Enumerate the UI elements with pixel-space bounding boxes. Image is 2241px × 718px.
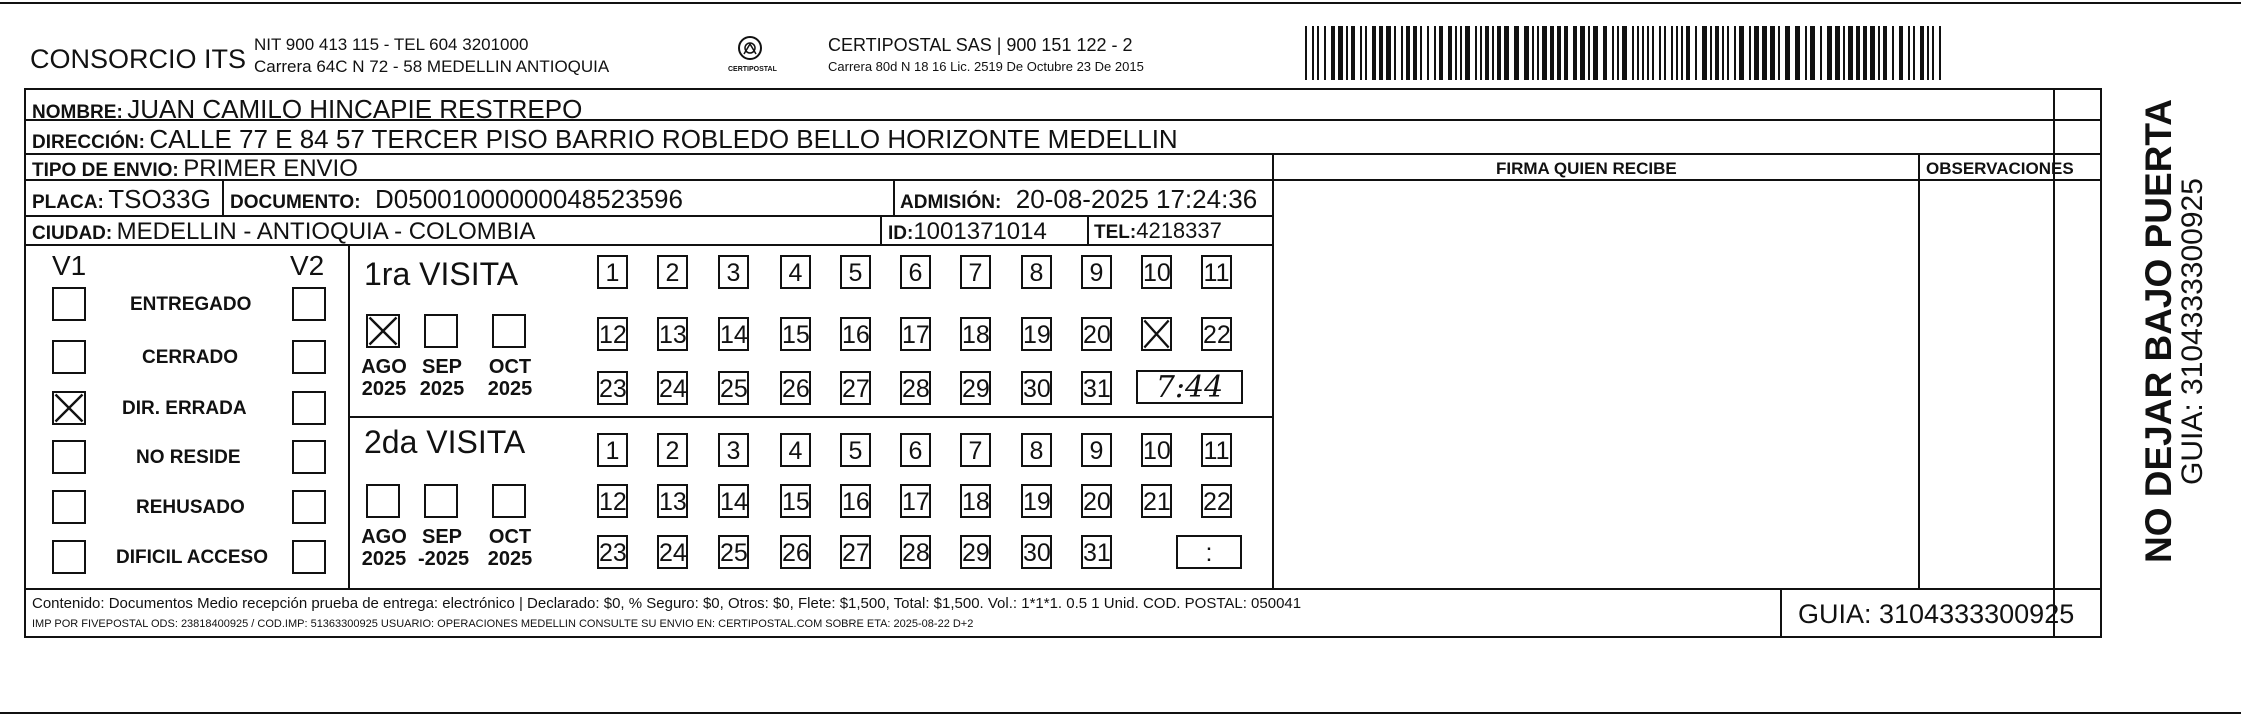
day-box[interactable] bbox=[718, 433, 749, 467]
v1-checkbox[interactable] bbox=[52, 391, 86, 425]
month-checkbox[interactable] bbox=[366, 314, 400, 348]
day-box[interactable] bbox=[780, 317, 811, 351]
certipostal-logo bbox=[728, 34, 777, 80]
day-box[interactable] bbox=[840, 535, 871, 569]
no-dejar-warning: NO DEJAR BAJO PUERTA bbox=[2138, 99, 2179, 563]
day-box[interactable] bbox=[840, 433, 871, 467]
day-box[interactable] bbox=[657, 371, 688, 405]
year-label: -2025 bbox=[418, 548, 470, 570]
v2-checkbox[interactable] bbox=[292, 287, 326, 321]
day-box[interactable] bbox=[960, 484, 991, 518]
day-number: 15 bbox=[782, 488, 810, 516]
v1-checkbox[interactable] bbox=[52, 287, 86, 321]
day-number: 14 bbox=[720, 321, 748, 349]
day-box[interactable] bbox=[597, 433, 628, 467]
day-box[interactable] bbox=[1021, 433, 1052, 467]
day-box[interactable] bbox=[657, 484, 688, 518]
day-box[interactable] bbox=[1141, 317, 1172, 351]
day-number: 22 bbox=[1203, 321, 1231, 349]
day-number: 5 bbox=[848, 437, 863, 465]
day-box[interactable] bbox=[1201, 484, 1232, 518]
day-box[interactable] bbox=[900, 535, 931, 569]
day-box[interactable] bbox=[1081, 433, 1112, 467]
day-number: 19 bbox=[1023, 488, 1051, 516]
day-number: 8 bbox=[1029, 259, 1044, 287]
day-number: 9 bbox=[1089, 437, 1104, 465]
day-number: 10 bbox=[1143, 259, 1171, 287]
year-label: 2025 bbox=[487, 548, 533, 570]
documento-label: DOCUMENTO: bbox=[230, 192, 361, 213]
day-number: 31 bbox=[1083, 539, 1111, 567]
day-number: 12 bbox=[599, 321, 627, 349]
documento-value: D05001000000048523596 bbox=[375, 184, 683, 214]
footer-content: Contenido: Documentos Medio recepción prueba de entrega: electrónico | Declarado: $0, % Seguro: $0, Otros: $0, Flete: $1,500, Total: $1,500. Vol.: 1*1*1. 0.5 1 Unid. COD. POSTAL: 050041 bbox=[32, 595, 1302, 612]
v1-checkbox[interactable] bbox=[52, 440, 86, 474]
day-box[interactable] bbox=[900, 371, 931, 405]
day-box[interactable] bbox=[1021, 535, 1052, 569]
day-number: 18 bbox=[962, 488, 990, 516]
day-box[interactable] bbox=[900, 255, 931, 289]
day-number: 24 bbox=[659, 375, 687, 403]
day-box[interactable] bbox=[718, 484, 749, 518]
day-box[interactable] bbox=[840, 255, 871, 289]
day-box[interactable] bbox=[900, 484, 931, 518]
day-number: 27 bbox=[842, 375, 870, 403]
day-number: 23 bbox=[599, 375, 627, 403]
day-box[interactable] bbox=[960, 371, 991, 405]
day-number: 11 bbox=[1203, 259, 1230, 287]
firma-header: FIRMA QUIEN RECIBE bbox=[1496, 159, 1677, 178]
day-number: 22 bbox=[1203, 488, 1231, 516]
admision-value: 20-08-2025 17:24:36 bbox=[1015, 184, 1258, 214]
day-number: 30 bbox=[1023, 539, 1051, 567]
v1-checkbox[interactable] bbox=[52, 540, 86, 574]
company-name: CONSORCIO ITS bbox=[30, 44, 247, 74]
day-number: 17 bbox=[902, 321, 930, 349]
day-number: 23 bbox=[599, 539, 627, 567]
day-number: 25 bbox=[720, 539, 748, 567]
ciudad-label: CIUDAD: bbox=[32, 223, 113, 244]
nombre-label: NOMBRE: bbox=[32, 102, 123, 123]
day-number: 10 bbox=[1143, 437, 1171, 465]
v2-checkbox[interactable] bbox=[292, 540, 326, 574]
day-box[interactable] bbox=[840, 484, 871, 518]
day-box[interactable] bbox=[1081, 484, 1112, 518]
day-number: 24 bbox=[659, 539, 687, 567]
first-visit-title: 1ra VISITA bbox=[364, 256, 519, 292]
day-box[interactable] bbox=[1201, 255, 1232, 289]
footer-print-info: IMP POR FIVEPOSTAL ODS: 23818400925 / COD.IMP: 51363300925 USUARIO: OPERACIONES MEDELLIN CONSULTE SU ENVIO EN: CERTIPOSTAL.COM SOBRE ETA: 2025-08-22 D+2 bbox=[32, 618, 974, 630]
day-number: 26 bbox=[782, 375, 810, 403]
id-value: 1001371014 bbox=[913, 218, 1047, 245]
carrier-address: Carrera 80d N 18 16 Lic. 2519 De Octubre 23 De 2015 bbox=[828, 59, 1144, 74]
day-box[interactable] bbox=[1141, 255, 1172, 289]
logo-text: CERTIPOSTAL bbox=[728, 66, 777, 73]
day-box[interactable] bbox=[1021, 317, 1052, 351]
status-option-label: NO RESIDE bbox=[136, 447, 241, 468]
status-option-label: DIR. ERRADA bbox=[122, 398, 247, 419]
day-number: 30 bbox=[1023, 375, 1051, 403]
day-box[interactable] bbox=[718, 317, 749, 351]
year-label: 2025 bbox=[361, 378, 407, 400]
day-box[interactable] bbox=[960, 433, 991, 467]
day-number: 25 bbox=[720, 375, 748, 403]
day-number: 20 bbox=[1083, 321, 1111, 349]
day-number: 4 bbox=[788, 437, 803, 465]
day-box[interactable] bbox=[840, 317, 871, 351]
day-box[interactable] bbox=[657, 433, 688, 467]
first-visit-time[interactable]: 7:44 bbox=[1136, 370, 1243, 404]
status-option-label: CERRADO bbox=[142, 347, 239, 368]
day-number: 7 bbox=[968, 437, 983, 465]
check-mark-icon bbox=[368, 316, 398, 346]
day-box[interactable] bbox=[718, 371, 749, 405]
day-box[interactable] bbox=[657, 255, 688, 289]
day-box[interactable] bbox=[900, 317, 931, 351]
tel-value: 4218337 bbox=[1136, 218, 1222, 243]
day-number: 4 bbox=[788, 259, 803, 287]
year-label: 2025 bbox=[361, 548, 407, 570]
day-number: 16 bbox=[842, 488, 870, 516]
day-number: 6 bbox=[908, 437, 923, 465]
month-checkbox[interactable] bbox=[492, 484, 526, 518]
day-number: 13 bbox=[659, 488, 687, 516]
year-label: 2025 bbox=[487, 378, 533, 400]
day-number: 26 bbox=[782, 539, 810, 567]
v2-label: V2 bbox=[290, 250, 325, 281]
status-option-label: DIFICIL ACCESO bbox=[116, 547, 269, 568]
month-label: SEP bbox=[421, 356, 463, 378]
day-number: 31 bbox=[1083, 375, 1111, 403]
day-number: 6 bbox=[908, 259, 923, 287]
day-box[interactable] bbox=[597, 317, 628, 351]
day-box[interactable] bbox=[900, 433, 931, 467]
day-box[interactable] bbox=[1021, 484, 1052, 518]
day-number: 29 bbox=[962, 375, 990, 403]
day-number: 3 bbox=[726, 437, 741, 465]
v2-checkbox[interactable] bbox=[292, 440, 326, 474]
bottom-border bbox=[0, 712, 2241, 714]
day-box[interactable] bbox=[657, 317, 688, 351]
month-label: OCT bbox=[488, 356, 532, 378]
v2-checkbox[interactable] bbox=[292, 391, 326, 425]
company-nit: NIT 900 413 115 - TEL 604 3201000 bbox=[254, 35, 529, 54]
day-box[interactable] bbox=[1201, 317, 1232, 351]
day-box[interactable] bbox=[597, 535, 628, 569]
day-box[interactable] bbox=[1081, 535, 1112, 569]
day-box[interactable] bbox=[960, 317, 991, 351]
ciudad-value: MEDELLIN - ANTIOQUIA - COLOMBIA bbox=[116, 218, 536, 245]
id-label: ID: bbox=[888, 223, 914, 244]
v1-checkbox[interactable] bbox=[52, 490, 86, 524]
tipo-value: PRIMER ENVIO bbox=[183, 155, 358, 182]
barcode bbox=[1305, 26, 1945, 80]
day-box[interactable] bbox=[1141, 484, 1172, 518]
carrier-name: CERTIPOSTAL SAS | 900 151 122 - 2 bbox=[828, 35, 1133, 55]
day-number: 3 bbox=[726, 259, 741, 287]
check-mark-icon bbox=[1143, 319, 1170, 349]
day-box[interactable] bbox=[1081, 255, 1112, 289]
day-box[interactable] bbox=[1141, 433, 1172, 467]
guia-vertical: GUIA: 3104333300925 bbox=[2176, 178, 2209, 485]
placa-value: TSO33G bbox=[108, 184, 211, 214]
day-box[interactable] bbox=[1081, 317, 1112, 351]
month-checkbox[interactable] bbox=[424, 484, 458, 518]
day-number: 1 bbox=[605, 259, 620, 287]
day-box[interactable] bbox=[718, 535, 749, 569]
day-box[interactable] bbox=[597, 371, 628, 405]
day-number: 9 bbox=[1089, 259, 1104, 287]
day-box[interactable] bbox=[657, 535, 688, 569]
company-address: Carrera 64C N 72 - 58 MEDELLIN ANTIOQUIA bbox=[254, 57, 610, 76]
day-number: 27 bbox=[842, 539, 870, 567]
month-checkbox[interactable] bbox=[424, 314, 458, 348]
v1-checkbox[interactable] bbox=[52, 340, 86, 374]
placa-label: PLACA: bbox=[32, 192, 104, 213]
status-option-label: REHUSADO bbox=[136, 497, 245, 518]
month-label: AGO bbox=[361, 526, 407, 548]
day-box[interactable] bbox=[718, 255, 749, 289]
day-number: 2 bbox=[665, 259, 680, 287]
month-checkbox[interactable] bbox=[366, 484, 400, 518]
second-visit-time[interactable]: : bbox=[1176, 535, 1242, 569]
day-box[interactable] bbox=[1021, 255, 1052, 289]
day-number: 21 bbox=[1143, 488, 1171, 516]
day-number: 14 bbox=[720, 488, 748, 516]
day-number: 28 bbox=[902, 539, 930, 567]
day-number: 7 bbox=[968, 259, 983, 287]
day-box[interactable] bbox=[597, 484, 628, 518]
admision-label: ADMISIÓN: bbox=[900, 192, 1002, 213]
month-checkbox[interactable] bbox=[492, 314, 526, 348]
direccion-label: DIRECCIÓN: bbox=[32, 132, 145, 153]
v1-label: V1 bbox=[52, 250, 87, 281]
day-number: 17 bbox=[902, 488, 930, 516]
day-box[interactable] bbox=[1081, 371, 1112, 405]
v2-checkbox[interactable] bbox=[292, 490, 326, 524]
day-box[interactable] bbox=[780, 371, 811, 405]
status-option-label: ENTREGADO bbox=[130, 294, 252, 315]
tel-label: TEL: bbox=[1094, 222, 1137, 243]
day-box[interactable] bbox=[840, 371, 871, 405]
month-label: SEP bbox=[421, 526, 463, 548]
tipo-label: TIPO DE ENVIO: bbox=[32, 160, 179, 181]
day-box[interactable] bbox=[960, 255, 991, 289]
day-number: 28 bbox=[902, 375, 930, 403]
day-number: 16 bbox=[842, 321, 870, 349]
observaciones-header: OBSERVACIONES bbox=[1926, 159, 2074, 178]
day-box[interactable] bbox=[780, 535, 811, 569]
day-number: 5 bbox=[848, 259, 863, 287]
day-box[interactable] bbox=[1201, 433, 1232, 467]
day-box[interactable] bbox=[780, 433, 811, 467]
day-box[interactable] bbox=[780, 255, 811, 289]
day-number: 8 bbox=[1029, 437, 1044, 465]
month-label: OCT bbox=[488, 526, 532, 548]
day-number: 15 bbox=[782, 321, 810, 349]
direccion-value: CALLE 77 E 84 57 TERCER PISO BARRIO ROBLEDO BELLO HORIZONTE MEDELLIN bbox=[149, 124, 1178, 154]
footer-guia: GUIA: 3104333300925 bbox=[1798, 599, 2075, 629]
day-number: 11 bbox=[1203, 437, 1230, 465]
second-visit-title: 2da VISITA bbox=[364, 424, 526, 460]
day-number: 18 bbox=[962, 321, 990, 349]
day-box[interactable] bbox=[1021, 371, 1052, 405]
check-mark-icon bbox=[54, 393, 84, 423]
day-number: 29 bbox=[962, 539, 990, 567]
month-label: AGO bbox=[361, 356, 407, 378]
day-box[interactable] bbox=[780, 484, 811, 518]
day-number: 1 bbox=[605, 437, 620, 465]
year-label: 2025 bbox=[419, 378, 465, 400]
v2-checkbox[interactable] bbox=[292, 340, 326, 374]
top-border bbox=[0, 2, 2241, 4]
day-number: 12 bbox=[599, 488, 627, 516]
day-number: 19 bbox=[1023, 321, 1051, 349]
day-box[interactable] bbox=[960, 535, 991, 569]
day-number: 20 bbox=[1083, 488, 1111, 516]
day-number: 2 bbox=[665, 437, 680, 465]
day-box[interactable] bbox=[597, 255, 628, 289]
day-number: 13 bbox=[659, 321, 687, 349]
nombre-value: JUAN CAMILO HINCAPIE RESTREPO bbox=[127, 94, 583, 124]
